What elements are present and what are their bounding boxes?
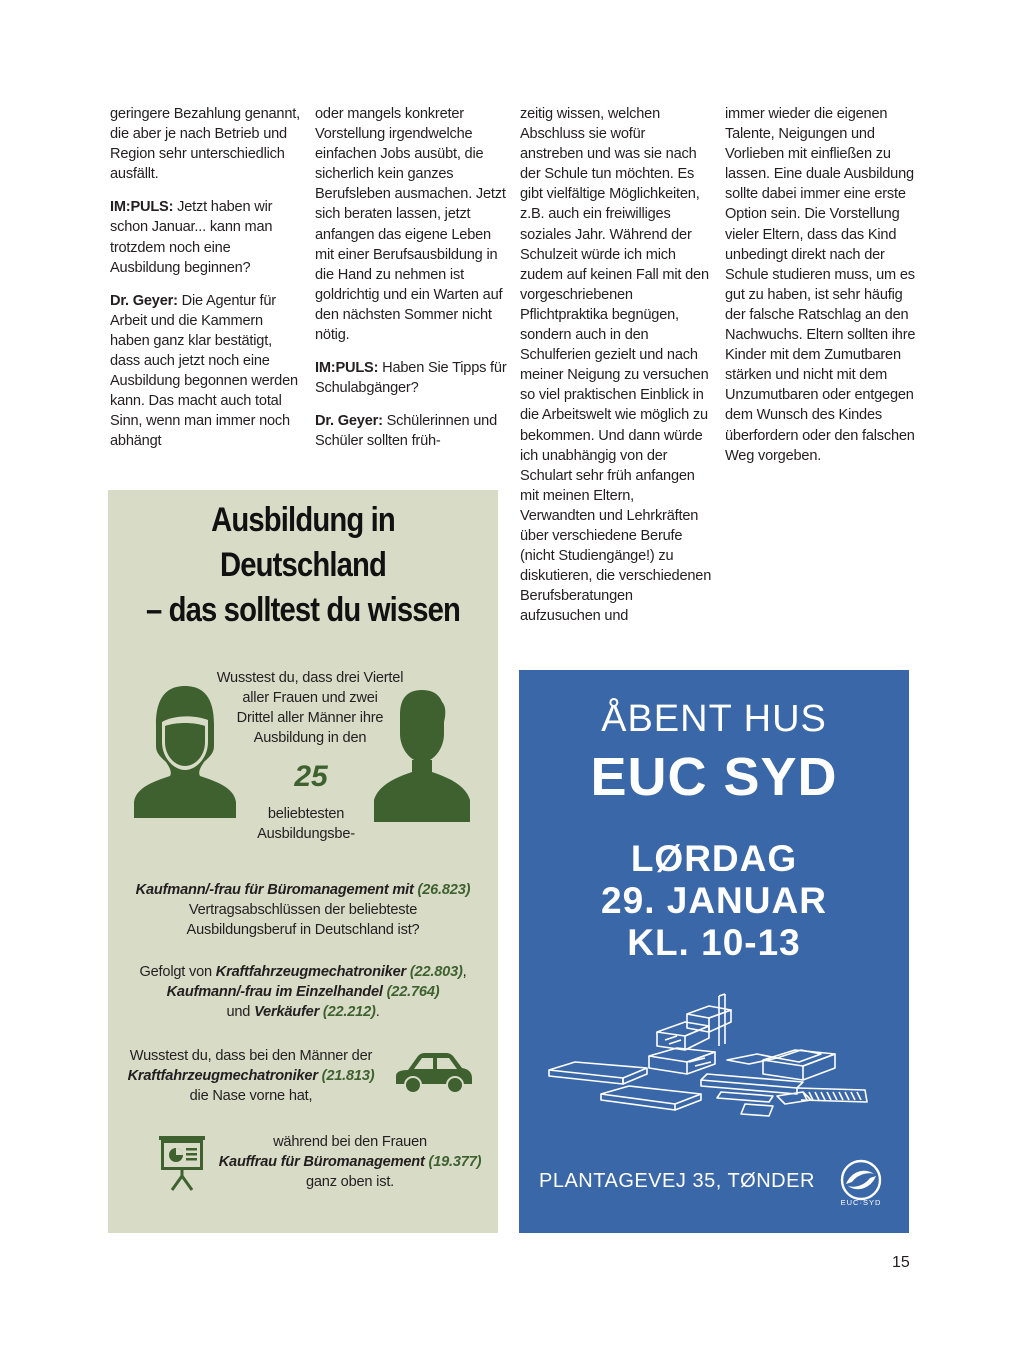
fact-2 [118, 962, 488, 1022]
count: (22.803) [409, 964, 463, 980]
fact-1 [118, 880, 488, 940]
speaker-label: IM:PULS: [315, 360, 379, 377]
page-number: 15 [892, 1254, 910, 1271]
infobox-title [135, 498, 470, 633]
paragraph: geringere Bezahlung genannt, die aber je nach Betrieb und Region sehr unterschiedlich ausfällt. [110, 106, 300, 183]
paragraph-text: Haben Sie Tipps für Schulabgänger? [315, 360, 507, 397]
article-column-1 [110, 104, 302, 465]
ad-headline: ÅBENT HUS [601, 698, 827, 740]
fact-line: Ausbildungsberuf in Deutschland ist? [186, 922, 420, 939]
fact-line [116, 1066, 386, 1086]
fact-line: ganz oben ist. [305, 1174, 395, 1191]
title-line: Ausbildung in [211, 501, 395, 539]
job-title: Kaufmann/-frau im Einzelhandel [166, 984, 383, 1001]
fact-text: und [226, 1004, 255, 1021]
paragraph [315, 358, 507, 398]
ad-date: 29. JANUAR [601, 880, 827, 921]
job-title: Kauffrau für Büromanagement [218, 1154, 425, 1171]
job-title: Kraftfahrzeugmechatroniker [215, 964, 407, 980]
speaker-label: Dr. Geyer: [315, 413, 383, 430]
article-column-4 [725, 104, 917, 479]
fact-text: Gefolgt von [139, 964, 216, 980]
intro-line: Wusstest du, dass drei Viertel [216, 670, 404, 686]
paragraph [110, 197, 302, 277]
fact-line [208, 1152, 492, 1172]
advertisement [519, 670, 909, 1233]
ad-day: LØRDAG [630, 838, 798, 879]
ad-brand: EUC SYD [590, 747, 838, 807]
fact-line: Wusstest du, dass bei den Männer der [129, 1048, 373, 1064]
fact-line [118, 982, 488, 1002]
paragraph [110, 291, 302, 452]
paragraph-text: Schülerinnen und Schüler sollten früh- [315, 413, 498, 450]
building-illustration [545, 992, 875, 1142]
speaker-label: Dr. Geyer: [110, 292, 178, 309]
count: (22.212) [322, 1004, 376, 1021]
fact-line: und Verkäufer (22.212). [226, 1004, 380, 1021]
infobox [108, 490, 498, 1233]
count: (22.764) [386, 984, 440, 1001]
count: (21.813) [321, 1068, 375, 1085]
ad-address: PLANTAGEVEJ 35, TØNDER [539, 1170, 815, 1192]
intro-text-continued [228, 804, 384, 844]
intro-line: aller Frauen und zwei [242, 690, 378, 707]
count: (26.823) [417, 882, 471, 898]
intro-line: Ausbildungsbe- [257, 826, 355, 843]
intro-line: Drittel aller Männer ihre [236, 710, 384, 727]
ad-time: KL. 10-13 [627, 922, 801, 963]
paragraph: immer wieder die eigenen Talente, Neigungen und Vorlieben mit einfließen zu lassen. Eine duale Ausbildung sollte dabei immer eine erste Option sein. Die Vorstellung vieler Eltern, dass das Kind unbedingt direkt nach der Schule studieren muss, um es gut zu haben, ist sehr häufig der falsche Ratschlag an den Nachwuchs. Eltern sollten ihre Kinder mit dem Zumutbaren stärken und nicht mit dem Unzumutbaren oder entgegen dem Wunsch des Kindes überfordern oder den falschen Weg vorgeben. [725, 106, 916, 464]
title-line: Deutschland [219, 546, 387, 584]
paragraph-text: Die Agentur für Arbeit und die Kammern haben ganz klar bestätigt, dass auch jetzt noch eine Ausbildung begonnen werden kann. Das macht auch total Sinn, wenn man immer noch abhängt [110, 292, 298, 450]
fact-line [118, 880, 488, 900]
job-title: Kraftfahrzeugmechatroniker [127, 1068, 318, 1085]
paragraph: oder mangels konkreter Vorstellung irgendwelche einfachen Jobs ausübt, die sicherlich kein ganzes Berufsleben ausmachen. Jetzt sich beraten lassen, jetzt anfangen das eigene Leben mit einer Berufsausbildung in die Hand zu nehmen ist goldrichtig und ein Warten auf den nächsten Sommer nicht nötig. [315, 106, 506, 344]
fact-4 [208, 1132, 492, 1192]
intro-text [200, 668, 420, 748]
car-icon [394, 1052, 474, 1096]
fact-line: die Nase vorne hat, [189, 1088, 313, 1105]
fact-3 [116, 1046, 386, 1106]
article-column-3 [520, 104, 712, 639]
intro-line: Ausbildung in den [253, 730, 367, 747]
article-column-2 [315, 104, 507, 465]
big-number: 25 [294, 760, 328, 793]
fact-line: Gefolgt von Kraftfahrzeugmechatroniker (22.803), [139, 964, 467, 980]
presentation-icon [158, 1134, 206, 1192]
paragraph-text: Jetzt haben wir schon Januar... kann man trotzdem noch eine Ausbildung beginnen? [110, 199, 273, 276]
paragraph: zeitig wissen, welchen Abschluss sie wofür anstreben und was sie nach der Schule tun möchten. Es gibt vielfältige Möglichkeiten, z.B. auch ein freiwilliges soziales Jahr. Während der Schulzeit würde ich mich zudem auf keinen Fall mit den vorgeschriebenen Pflichtpraktika begnügen, sondern auch in den Schulferien gezielt und nach meiner Neigung zu versuchen so viel praktischen Einblick in die Arbeitswelt wie möglich zu bekommen. Und dann würde ich unabhängig von der Schulart sehr früh anfangen mit meinen Eltern, Verwandten und Lehrkräften über verschiedene Berufe (nicht Studiengänge!) zu diskutieren, die verschiedenen Berufsberatungen aufzusuchen und [520, 106, 712, 625]
fact-line: Vertragsabschlüssen der beliebteste [188, 902, 418, 919]
job-title: Kaufmann/-frau für Büromanagement mit [135, 882, 414, 898]
intro-line: beliebtesten [267, 806, 345, 822]
paragraph [315, 411, 507, 451]
logo-label: EUC·SYD [840, 1198, 882, 1207]
title-line: – das solltest du wissen [145, 591, 461, 629]
fact-line: während bei den Frauen [273, 1134, 427, 1150]
speaker-label: IM:PULS: [110, 199, 174, 216]
job-title: Verkäufer [254, 1004, 320, 1021]
count: (19.377) [428, 1154, 482, 1171]
